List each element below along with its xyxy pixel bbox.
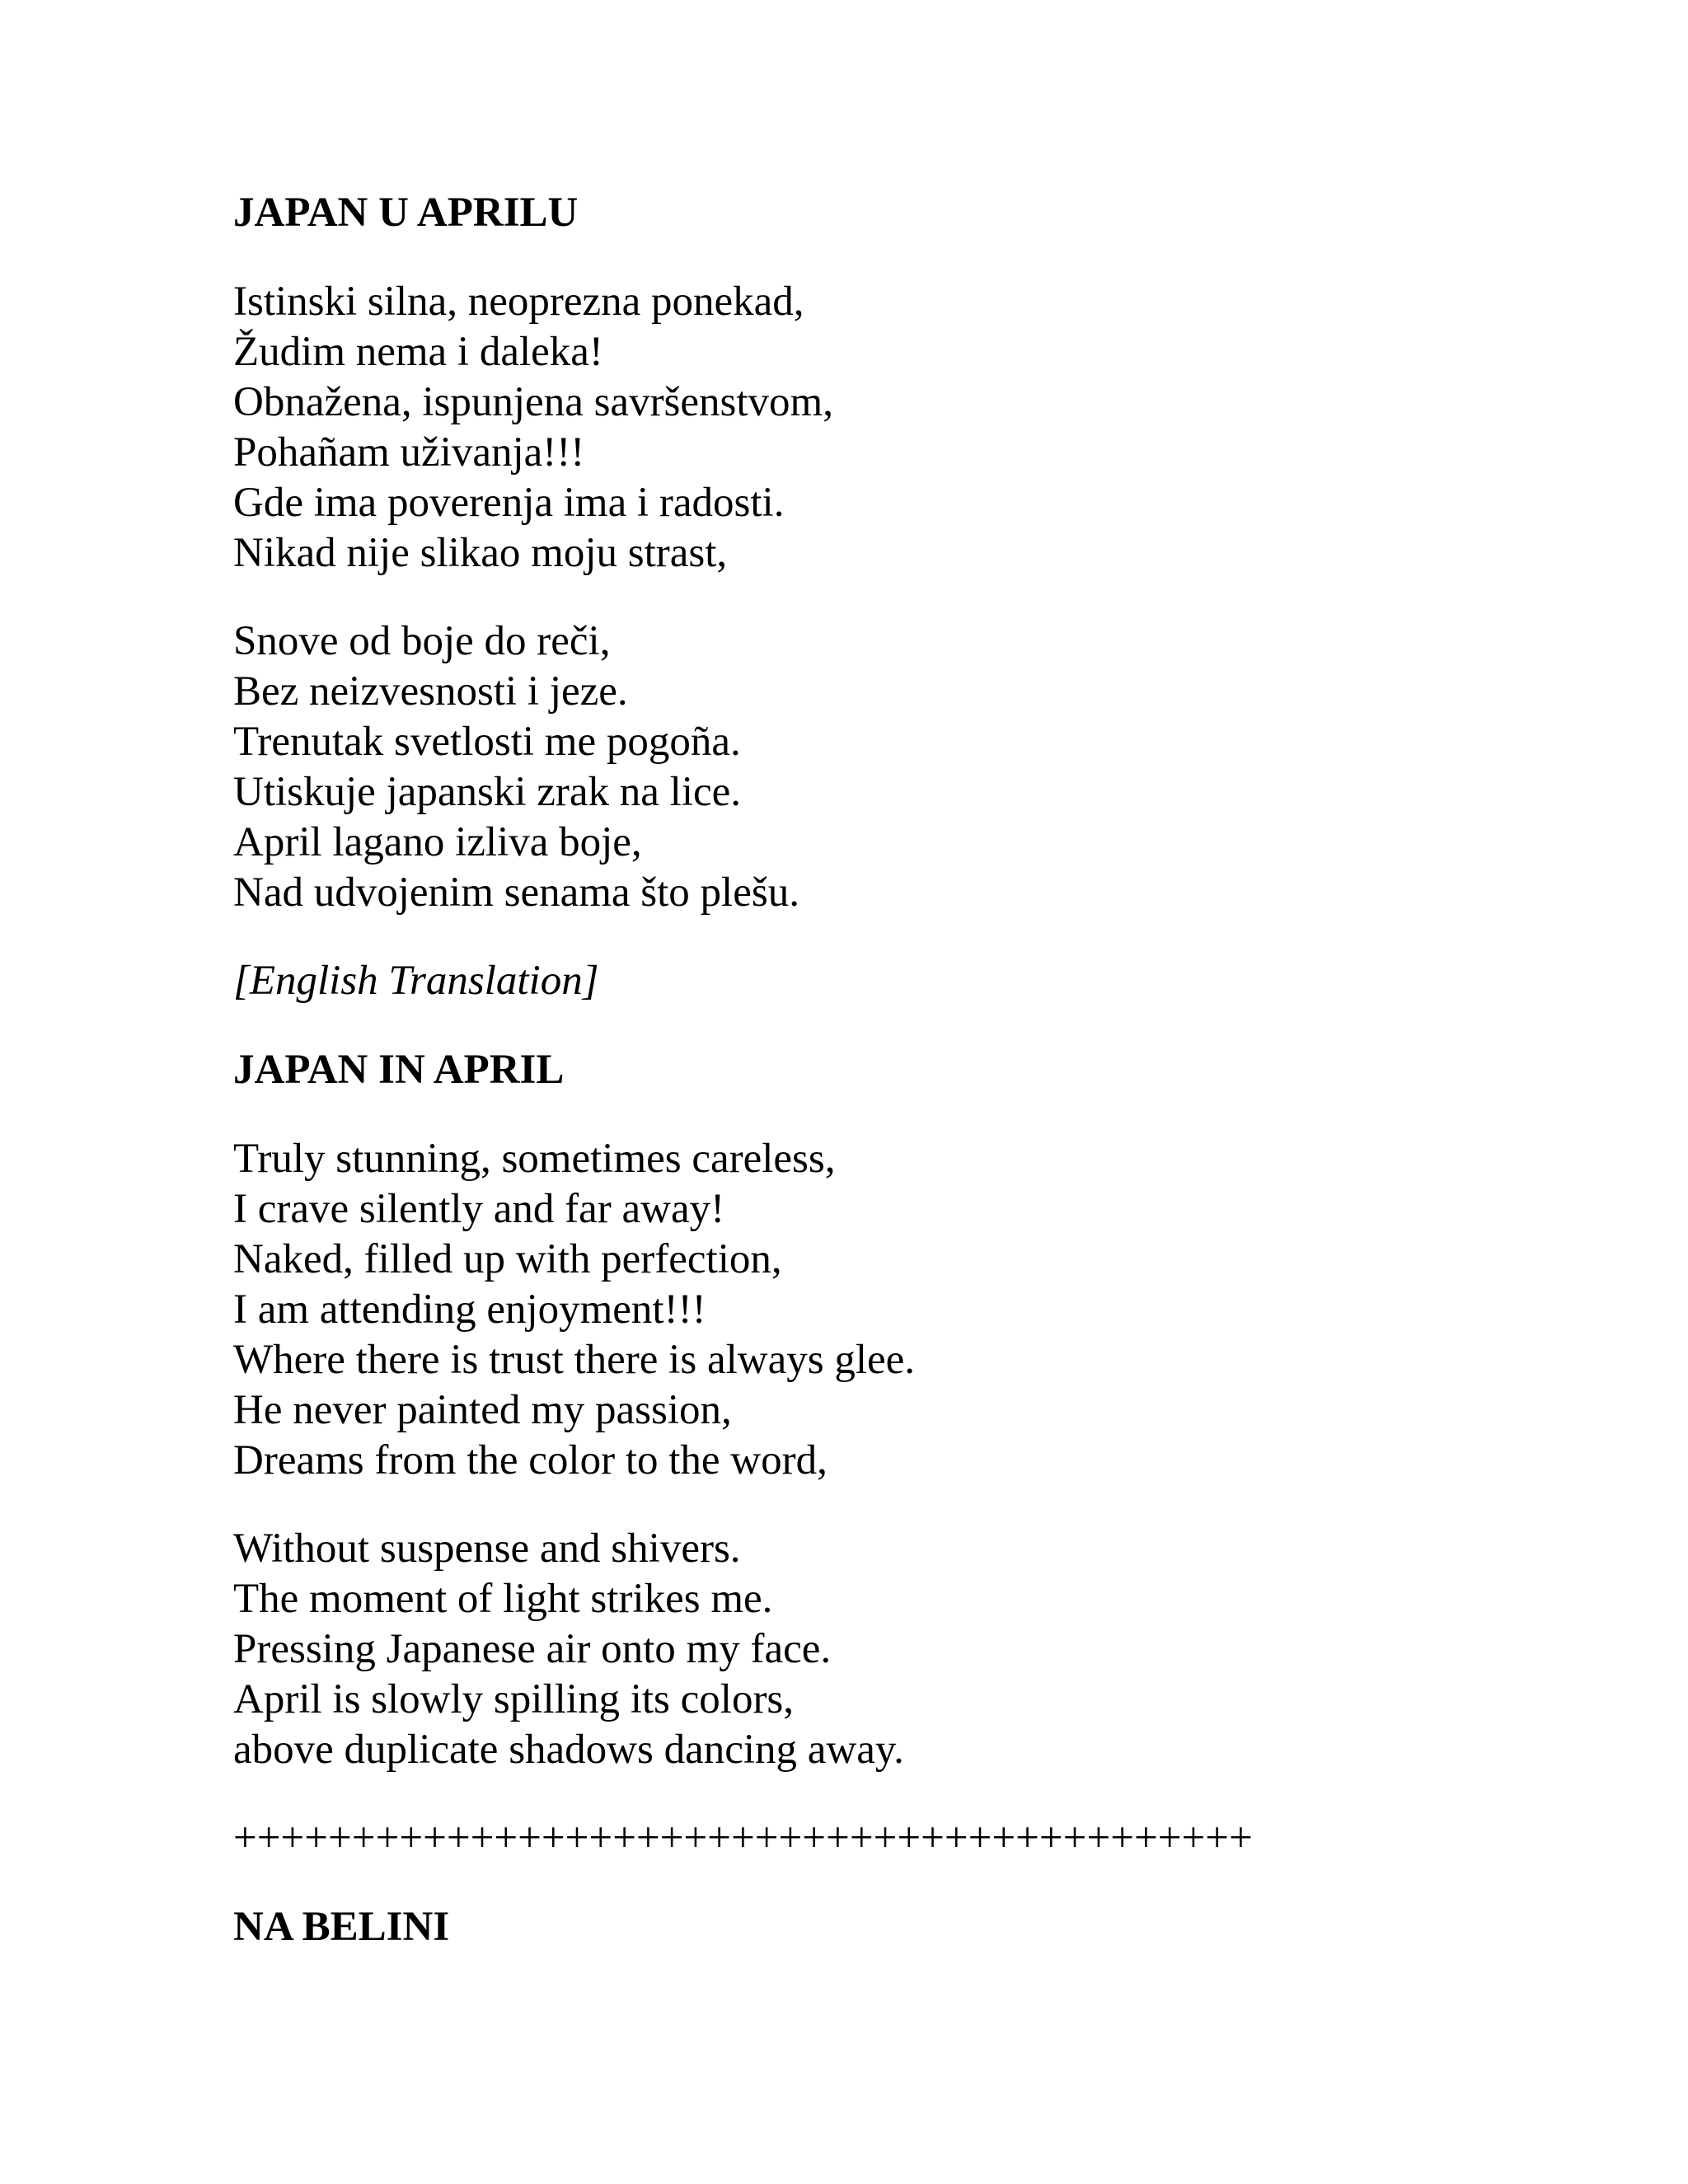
document-page [233,188,1552,1952]
poem-line: Obnažena, ispunjena savršenstvom, [233,379,833,425]
poem-line: The moment of light strikes me. [233,1576,773,1622]
poem-line: Trenutak svetlosti me pogoña. [233,719,741,765]
poem-line: Pohañam uživanja!!! [233,429,585,476]
poem-line: I crave silently and far away! [233,1186,725,1232]
section-separator: +++++++++++++++++++++++++++++++++++++++++++ [233,1815,1253,1861]
poem-line: Where there is trust there is always glee. [233,1337,916,1383]
translation-note: [English Translation] [233,958,599,1004]
poem-line: Žudim nema i daleka! [233,329,603,375]
poem-line: Pressing Japanese air onto my face. [233,1626,832,1672]
poem-line: Snove od boje do reči, [233,618,611,664]
poem1-stanza-2 [233,616,1552,918]
poem-line: Truly stunning, sometimes careless, [233,1136,836,1182]
poem-line: Nikad nije slikao moju strast, [233,530,728,576]
poem-title-serbian: JAPAN U APRILU [233,190,579,236]
poem-line: Naked, filled up with perfection, [233,1236,782,1282]
poem-title-next: NA BELINI [233,1904,450,1950]
poem-line: Gde ima poverenja ima i radosti. [233,480,785,526]
poem-title-english: JAPAN IN APRIL [233,1047,565,1093]
poem-line: Nad udvojenim senama što plešu. [233,869,799,916]
poem2-stanza-2 [233,1524,1552,1775]
poem-line: April lagano izliva boje, [233,819,642,865]
poem-line: above duplicate shadows dancing away. [233,1727,904,1773]
poem-line: I am attending enjoyment!!! [233,1286,706,1333]
poem-line: Without suspense and shivers. [233,1526,741,1572]
poem-line: April is slowly spilling its colors, [233,1676,795,1722]
poem-line: Bez neizvesnosti i jeze. [233,668,628,715]
poem-line: Istinski silna, neoprezna ponekad, [233,279,804,325]
poem2-stanza-1 [233,1134,1552,1486]
poem1-stanza-1 [233,277,1552,579]
poem-line: He never painted my passion, [233,1387,732,1433]
poem-line: Dreams from the color to the word, [233,1437,828,1483]
poem-line: Utiskuje japanski zrak na lice. [233,769,742,815]
